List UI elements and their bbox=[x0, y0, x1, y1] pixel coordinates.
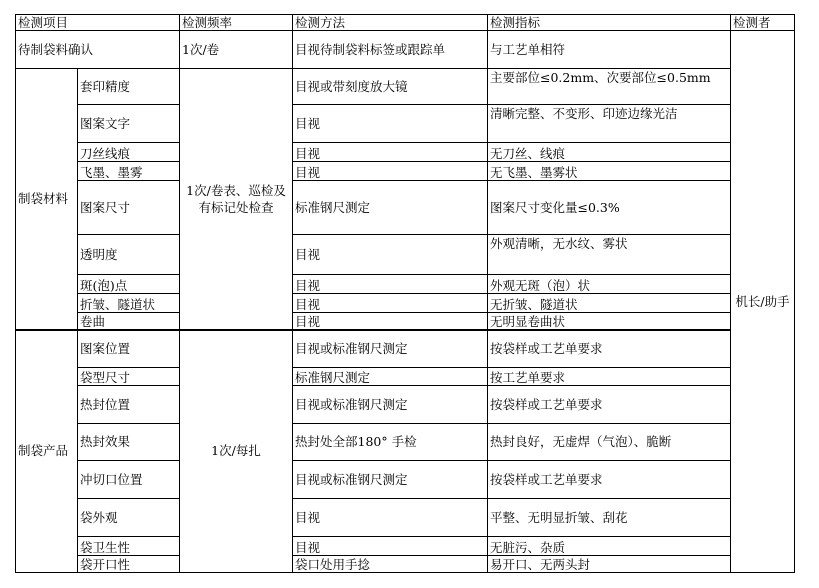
material-item: 斑(泡)点 bbox=[78, 275, 180, 294]
table-row bbox=[16, 235, 795, 275]
table-row bbox=[16, 461, 795, 499]
product-item: 袋型尺寸 bbox=[78, 368, 180, 386]
material-item: 图案文字 bbox=[78, 105, 180, 143]
material-item: 图案尺寸 bbox=[78, 181, 180, 235]
material-method: 目视 bbox=[293, 235, 488, 275]
confirm-method: 目视待制袋料标签或跟踪单 bbox=[293, 31, 488, 69]
table-row bbox=[16, 181, 795, 235]
product-criteria: 按袋样或工艺单要求 bbox=[488, 330, 731, 368]
confirm-criteria: 与工艺单相符 bbox=[488, 31, 731, 69]
material-criteria: 无刀丝、线痕 bbox=[488, 143, 731, 162]
material-item: 套印精度 bbox=[78, 69, 180, 105]
group-product-label: 制袋产品 bbox=[16, 330, 78, 573]
group-product-frequency: 1次/每扎 bbox=[180, 330, 293, 573]
table-row bbox=[16, 368, 795, 386]
table-row bbox=[16, 31, 795, 69]
header-criteria: 检测指标 bbox=[488, 15, 731, 31]
group-material-frequency: 1次/卷表、巡检及有标记处检查 bbox=[180, 69, 293, 330]
table-row bbox=[16, 162, 795, 181]
material-method: 目视 bbox=[293, 143, 488, 162]
material-criteria: 外观清晰，无水纹、雾状 bbox=[488, 235, 731, 275]
material-criteria: 无飞墨、墨雾状 bbox=[488, 162, 731, 181]
table-row bbox=[16, 537, 795, 556]
inspection-table bbox=[15, 14, 795, 573]
table-row bbox=[16, 275, 795, 294]
product-criteria: 按袋样或工艺单要求 bbox=[488, 386, 731, 424]
product-method: 目视 bbox=[293, 537, 488, 556]
material-item: 刀丝线痕 bbox=[78, 143, 180, 162]
table-row bbox=[16, 556, 795, 573]
material-criteria: 主要部位≤0.2mm、次要部位≤0.5mm bbox=[488, 69, 731, 105]
product-criteria: 易开口、无两头封 bbox=[488, 556, 731, 573]
product-criteria: 热封良好，无虚焊（气泡）、脆断 bbox=[488, 424, 731, 461]
material-method: 目视或带刻度放大镜 bbox=[293, 69, 488, 105]
product-method: 袋口处用手捻 bbox=[293, 556, 488, 573]
product-item: 冲切口位置 bbox=[78, 461, 180, 499]
product-method: 目视或标准钢尺测定 bbox=[293, 386, 488, 424]
product-criteria: 平整、无明显折皱、刮花 bbox=[488, 499, 731, 537]
product-criteria: 按袋样或工艺单要求 bbox=[488, 461, 731, 499]
product-item: 热封位置 bbox=[78, 386, 180, 424]
material-item: 飞墨、墨雾 bbox=[78, 162, 180, 181]
material-method: 目视 bbox=[293, 275, 488, 294]
material-item: 折皱、隧道状 bbox=[78, 294, 180, 313]
material-method: 目视 bbox=[293, 313, 488, 330]
material-item: 透明度 bbox=[78, 235, 180, 275]
table-row bbox=[16, 424, 795, 461]
product-item: 袋卫生性 bbox=[78, 537, 180, 556]
header-method: 检测方法 bbox=[293, 15, 488, 31]
product-item: 袋外观 bbox=[78, 499, 180, 537]
product-method: 标准钢尺测定 bbox=[293, 368, 488, 386]
material-criteria: 无明显卷曲状 bbox=[488, 313, 731, 330]
material-method: 目视 bbox=[293, 294, 488, 313]
table-row bbox=[16, 386, 795, 424]
product-method: 目视或标准钢尺测定 bbox=[293, 330, 488, 368]
material-method: 目视 bbox=[293, 162, 488, 181]
product-method: 目视或标准钢尺测定 bbox=[293, 461, 488, 499]
inspector-cell: 机长/助手 bbox=[731, 31, 795, 573]
material-criteria: 清晰完整、不变形、印迹边缘光洁 bbox=[488, 105, 731, 143]
header-row bbox=[16, 15, 795, 31]
table-row bbox=[16, 105, 795, 143]
product-method: 热封处全部180° 手检 bbox=[293, 424, 488, 461]
material-item: 卷曲 bbox=[78, 313, 180, 330]
product-criteria: 无脏污、杂质 bbox=[488, 537, 731, 556]
table-row bbox=[16, 69, 795, 105]
header-frequency: 检测频率 bbox=[180, 15, 293, 31]
product-item: 热封效果 bbox=[78, 424, 180, 461]
table-row bbox=[16, 294, 795, 313]
table-row bbox=[16, 499, 795, 537]
material-criteria: 图案尺寸变化量≤0.3% bbox=[488, 181, 731, 235]
header-inspector: 检测者 bbox=[731, 15, 795, 31]
material-method: 标准钢尺测定 bbox=[293, 181, 488, 235]
table-row bbox=[16, 330, 795, 368]
material-method: 目视 bbox=[293, 105, 488, 143]
material-criteria: 无折皱、隧道状 bbox=[488, 294, 731, 313]
group-material-label: 制袋材料 bbox=[16, 69, 78, 330]
product-criteria: 按工艺单要求 bbox=[488, 368, 731, 386]
confirm-item: 待制袋料确认 bbox=[16, 31, 180, 69]
confirm-frequency: 1次/卷 bbox=[180, 31, 293, 69]
table-row bbox=[16, 313, 795, 330]
product-item: 袋开口性 bbox=[78, 556, 180, 573]
table-row bbox=[16, 143, 795, 162]
material-criteria: 外观无斑（泡）状 bbox=[488, 275, 731, 294]
product-method: 目视 bbox=[293, 499, 488, 537]
header-item: 检测项目 bbox=[16, 15, 180, 31]
product-item: 图案位置 bbox=[78, 330, 180, 368]
